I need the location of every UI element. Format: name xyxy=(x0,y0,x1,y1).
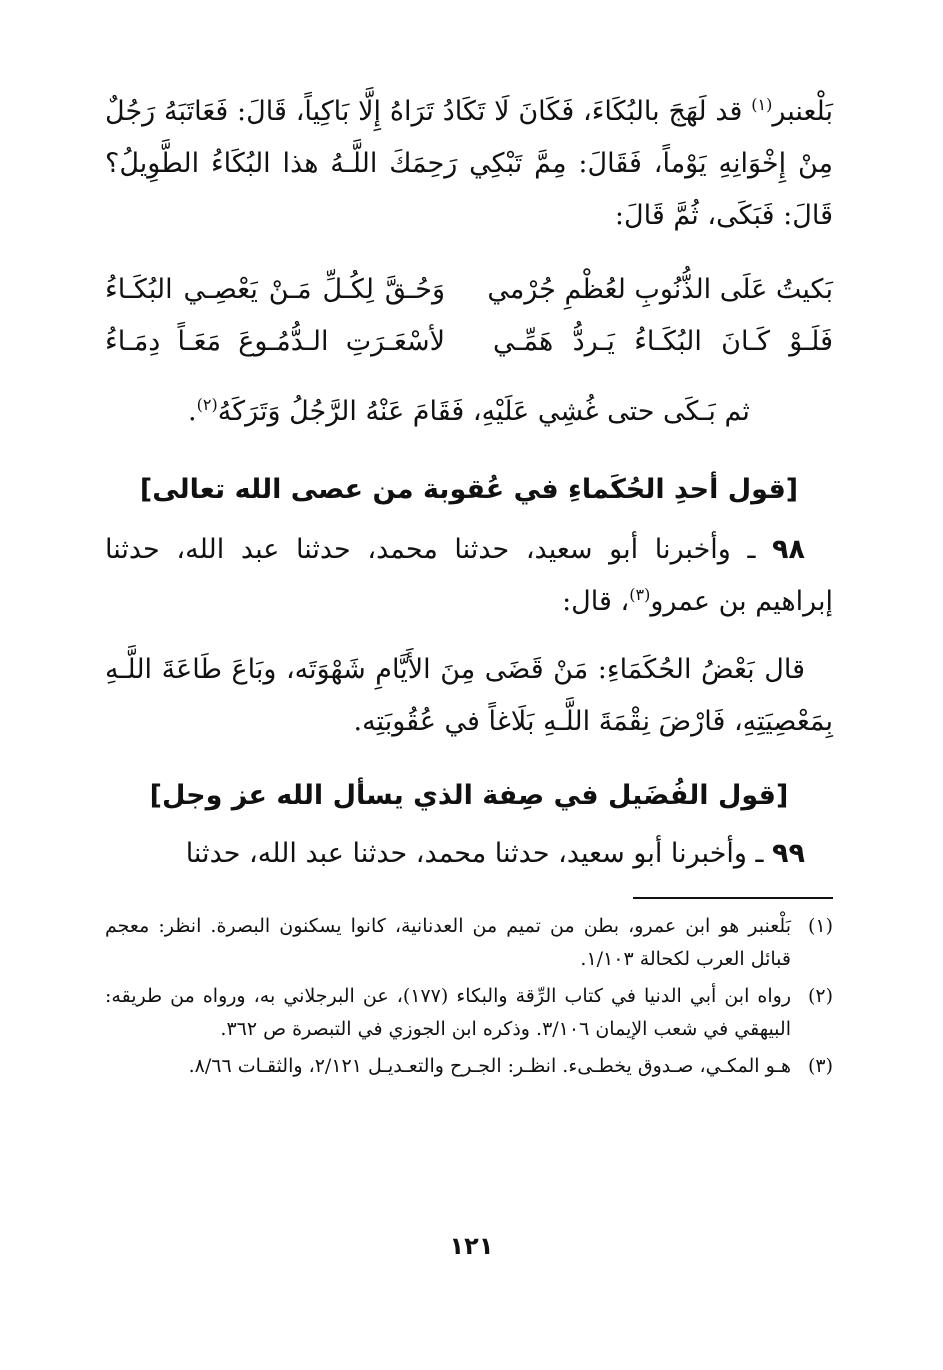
footnote-marker: (٣) xyxy=(807,1055,833,1077)
section-heading: [قول أحدِ الحُكَماءِ في عُقوبة من عصى الله تعالى] xyxy=(139,474,799,505)
verse-line xyxy=(105,264,833,316)
footnote-ref-3[interactable]: (٣) xyxy=(629,585,651,604)
footnotes xyxy=(105,910,833,1087)
footnote-ref-1[interactable]: (١) xyxy=(751,95,773,114)
footnote-item xyxy=(105,1050,833,1083)
verse-hemistich-first: بَكيتُ عَلَى الذُّنُوبِ لعُظْمِ جُرْمي xyxy=(487,274,833,305)
after-verse-end: . xyxy=(188,396,197,427)
isnad-text: ـ وأخبرنا أبو سعيد، حدثنا محمد، حدثنا عبد الله، حدثنا xyxy=(185,838,764,869)
footnote-text: بَلْعنبر هو ابن عمرو، بطن من تميم من العدنانية، كانوا يسكنون البصرة. انظر: معجم قبائل العرب لكحالة ١/١٠٣. xyxy=(105,915,791,970)
section-98 xyxy=(105,464,833,748)
footnote-item xyxy=(105,980,833,1046)
footnote-text: هـو المكـي، صـدوق يخطـىء. انظـر: الجـرح والتعـديـل ٢/١٢١، والثقـات ٨/٦٦. xyxy=(188,1055,791,1077)
isnad-text: ـ وأخبرنا أبو سعيد، حدثنا محمد، حدثنا عبد الله، حدثنا إبراهيم بن عمرو xyxy=(105,534,833,617)
footnote-ref-2[interactable]: (٢) xyxy=(196,395,218,414)
footnote-separator xyxy=(633,897,833,899)
after-verse-text: ثم بَـكَى حتى غُشِي عَلَيْهِ، فَقَامَ عَنْهُ الرَّجُلُ وَتَرَكَهُ xyxy=(217,396,750,427)
footnote-item xyxy=(105,910,833,976)
intro-paragraph xyxy=(105,86,833,242)
section-99 xyxy=(105,770,833,880)
verse-hemistich-second: وَحُـقَّ لِكُـلِّ مَـنْ يَعْصِـي البُكَـاءُ xyxy=(105,274,445,305)
footnote-marker: (١) xyxy=(807,915,833,937)
section-heading: [قول الفُضَيل في صِفة الذي يسأل الله عز وجل] xyxy=(149,780,789,811)
intro-text-rest: قد لَهَجَ بالبُكَاءَ، فَكَانَ لَا تَكَادُ تَرَاهُ إِلَّا بَاكِياً، قَالَ: فَعَاتَبَهُ رَجُلٌ مِنْ إِخْوَانِهِ يَوْماً، فَقَالَ: مِمَّ تَبْكِي رَحِمَكَ اللَّـهُ هذا البُكَاءُ الطَّوِيلُ؟ قَالَ: فَبَكَى، ثُمَّ قَالَ: xyxy=(105,96,833,231)
after-verse-paragraph xyxy=(105,386,833,438)
isnad-end: ، قال: xyxy=(562,586,630,617)
footnote-text: رواه ابن أبي الدنيا في كتاب الرِّقة والبكاء (١٧٧)، عن البرجلاني به، ورواه من طريقه: البيهقي في شعب الإيمان ٣/١٠٦. وذكره ابن الجوزي في التبصرة ص ٣٦٢. xyxy=(105,985,791,1040)
hadith-number: ٩٨ xyxy=(772,534,805,565)
verse-line xyxy=(105,316,833,368)
hadith-number: ٩٩ xyxy=(772,838,805,869)
verse-hemistich-second: لأسْعَـرَتِ الـدُّمُـوعَ مَعَـاً دِمَـاءُ xyxy=(105,326,445,357)
intro-text-start: بَلْعنبر xyxy=(772,96,833,127)
page-number: ١٢١ xyxy=(449,1232,494,1260)
verse-hemistich-first: فَلَـوْ كَـانَ البُكَـاءُ يَـردُّ هَمِّـي xyxy=(493,326,833,357)
poem-block xyxy=(105,264,833,368)
hadith-text: قال بَعْضُ الحُكَمَاءِ: مَنْ قَضَى مِنَ الأَيَّامِ شَهْوَتَه، وبَاعَ طَاعَةَ اللَّـهِ بِمَعْصِيَتِهِ، فَارْضَ نِقْمَةَ اللَّـهِ بَلَاغاً في عُقُوبَتِه. xyxy=(105,654,833,737)
footnote-marker: (٢) xyxy=(807,985,833,1007)
